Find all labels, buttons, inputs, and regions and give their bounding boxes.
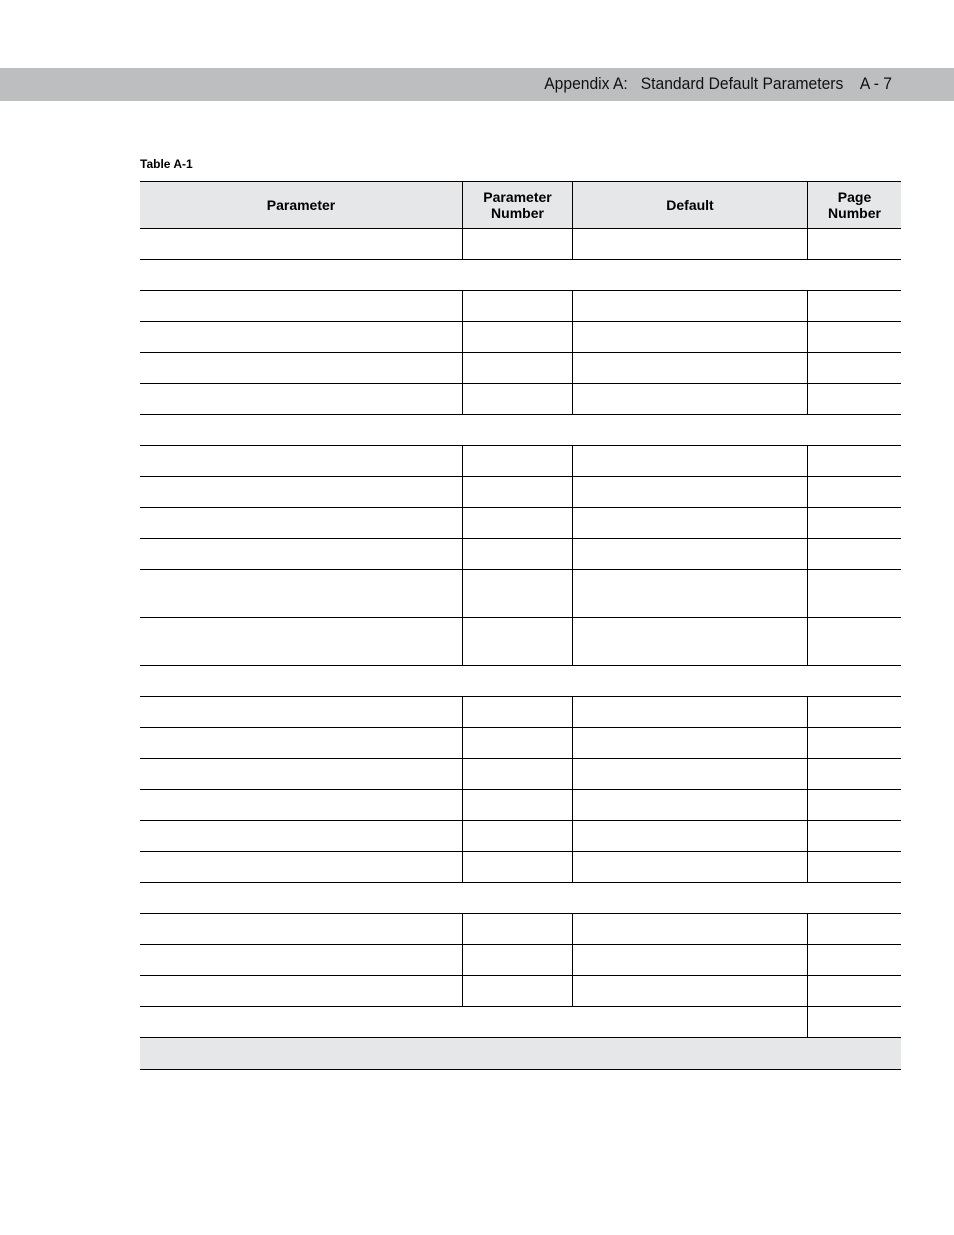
column-header-parameter-number-line2: Number	[491, 205, 544, 221]
column-header-parameter-number	[463, 182, 572, 228]
table-row	[140, 229, 901, 260]
column-header-page-number-line1: Page	[837, 189, 872, 205]
table-row	[140, 976, 901, 1007]
column-header-default-label: Default	[666, 197, 714, 213]
table-row	[140, 322, 901, 353]
table-row	[140, 446, 901, 477]
table-section-row	[140, 415, 901, 446]
table-row	[140, 759, 901, 790]
table-row	[140, 945, 901, 976]
table-row	[140, 618, 901, 666]
column-header-page-number-line2: Number	[828, 205, 881, 221]
table-row	[140, 821, 901, 852]
table-row	[140, 852, 901, 883]
table-row	[140, 477, 901, 508]
table-row	[140, 697, 901, 728]
table-section-row	[140, 260, 901, 291]
column-header-default	[573, 182, 807, 228]
default-parameters-table	[140, 181, 901, 1070]
table-merged-row	[140, 1007, 901, 1038]
table-row	[140, 353, 901, 384]
table-section-row	[140, 666, 901, 697]
table-row	[140, 570, 901, 618]
table-header-row	[140, 181, 901, 229]
column-header-parameter-label: Parameter	[266, 197, 336, 213]
column-header-parameter-number-line1: Parameter	[483, 189, 552, 205]
table-row	[140, 914, 901, 945]
column-header-page-number	[808, 182, 901, 228]
column-header-parameter	[140, 182, 462, 228]
table-row	[140, 384, 901, 415]
running-header-band	[0, 68, 954, 101]
table-section-row	[140, 883, 901, 914]
table-row	[140, 539, 901, 570]
running-header-title: Appendix A: Standard Default Parameters A - 7	[544, 74, 892, 93]
table-row	[140, 508, 901, 539]
table-row	[140, 291, 901, 322]
table-footer-row	[140, 1038, 901, 1070]
table-row	[140, 790, 901, 821]
table-row	[140, 728, 901, 759]
table-caption: Table A-1	[140, 157, 193, 171]
